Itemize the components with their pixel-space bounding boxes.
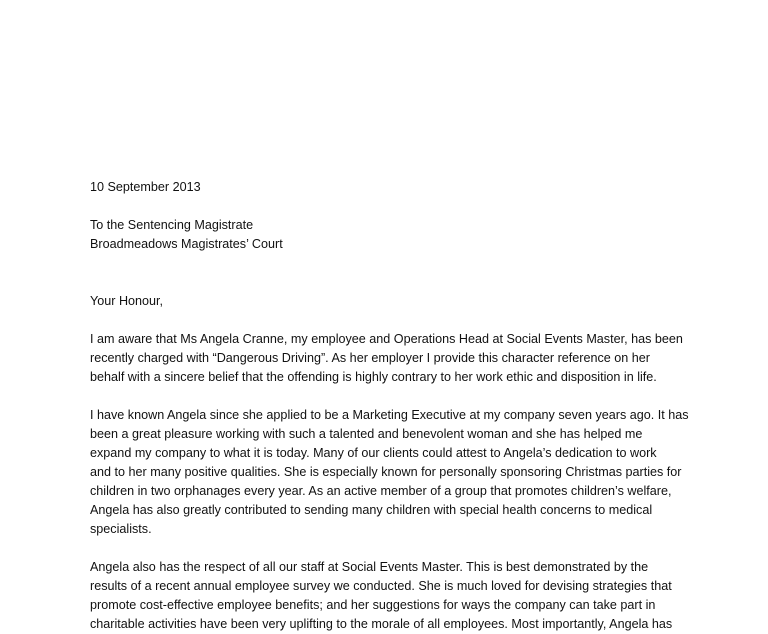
- paragraph-line: recently charged with “Dangerous Driving”. As her employer I provide this character reference on her: [90, 351, 650, 365]
- paragraph-line: expand my company to what it is today. Many of our clients could attest to Angela’s dedication to work: [90, 446, 657, 460]
- paragraph-line: behalf with a sincere belief that the offending is highly contrary to her work ethic and disposition in life.: [90, 370, 657, 384]
- paragraph-1: [90, 330, 690, 387]
- paragraph-3: [90, 558, 690, 634]
- paragraph-line: children in two orphanages every year. As an active member of a group that promotes children’s welfare,: [90, 484, 672, 498]
- letter-body: [90, 178, 690, 634]
- paragraph-line: results of a recent annual employee survey we conducted. She is much loved for devising strategies that: [90, 579, 672, 593]
- recipient-court: Broadmeadows Magistrates’ Court: [90, 237, 283, 251]
- paragraph-line: I have known Angela since she applied to be a Marketing Executive at my company seven years ago. It has: [90, 408, 689, 422]
- recipient-title: To the Sentencing Magistrate: [90, 218, 254, 232]
- salutation: Your Honour,: [90, 294, 164, 308]
- paragraph-line: Angela has also greatly contributed to sending many children with special health concerns to medical: [90, 503, 653, 517]
- paragraph-2: [90, 406, 690, 539]
- paragraph-line: Angela also has the respect of all our staff at Social Events Master. This is best demonstrated by the: [90, 560, 649, 574]
- paragraph-line: promote cost-effective employee benefits; and her suggestions for ways the company can take part in: [90, 598, 656, 612]
- paragraph-line: I am aware that Ms Angela Cranne, my employee and Operations Head at Social Events Master, has been: [90, 332, 683, 346]
- paragraph-line: charitable activities have been very uplifting to the morale of all employees. Most importantly, Angela has: [90, 617, 673, 631]
- letter-date: 10 September 2013: [90, 180, 201, 194]
- paragraph-line: specialists.: [90, 522, 152, 536]
- paragraph-line: been a great pleasure working with such a talented and benevolent woman and she has helped me: [90, 427, 643, 441]
- paragraph-line: and to her many positive qualities. She is especially known for personally sponsoring Christmas parties for: [90, 465, 682, 479]
